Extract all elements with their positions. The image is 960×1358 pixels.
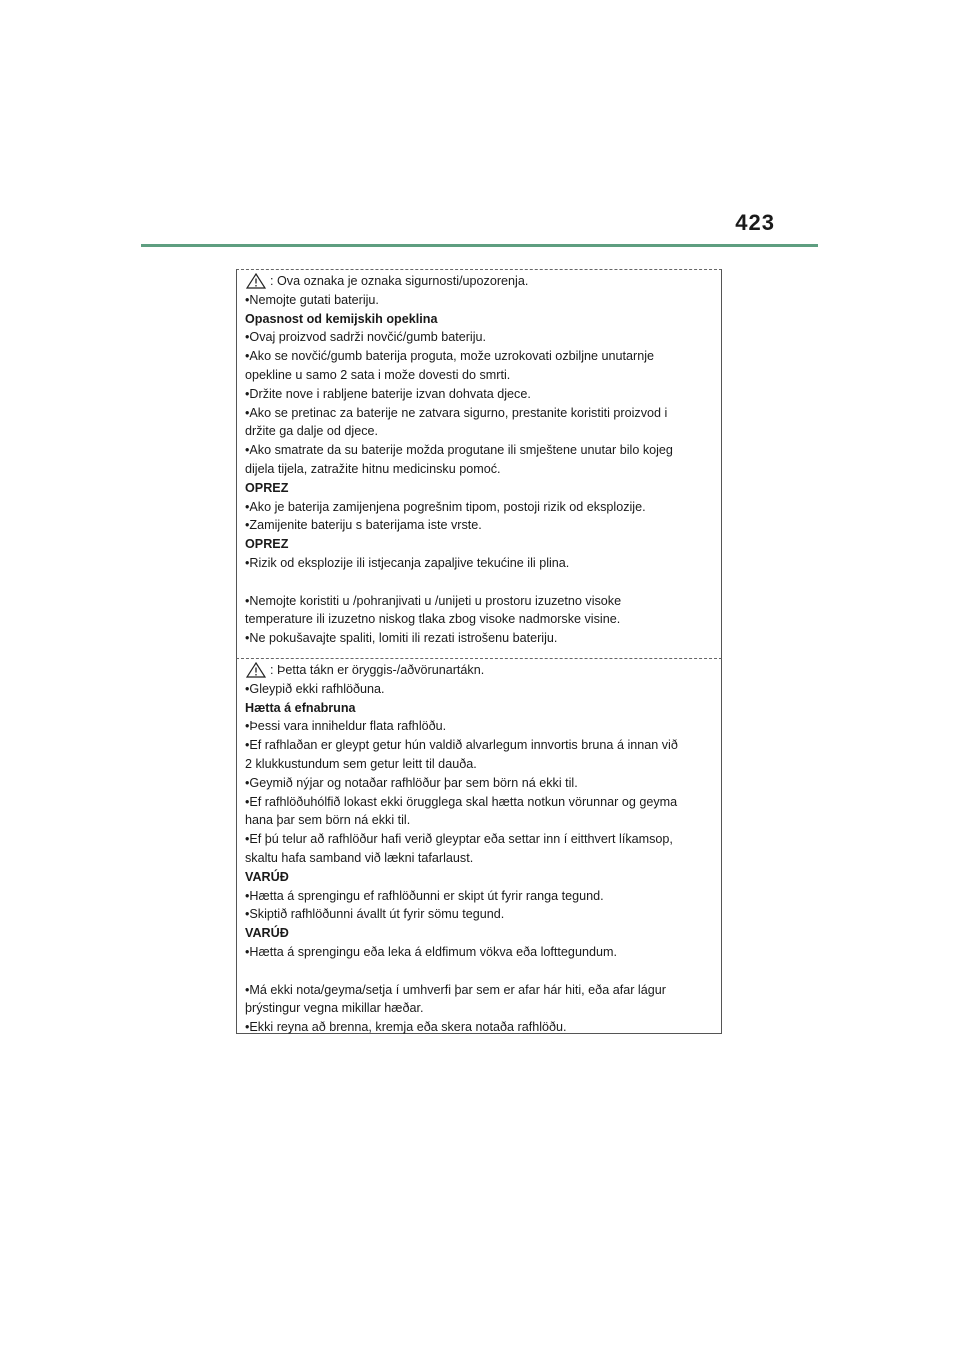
section-heading: Opasnost od kemijskih opeklina <box>245 311 438 326</box>
text-line: •Geymið nýjar og notaðar rafhlöður þar sem börn ná ekki til. <box>245 775 578 790</box>
text-line: •Hætta á sprengingu eða leka á eldfimum vökva eða lofttegundum. <box>245 944 617 959</box>
text-line: •Nemojte gutati bateriju. <box>245 292 379 307</box>
section-lines <box>245 291 721 648</box>
text-line: •Ako se novčić/gumb baterija proguta, može uzrokovati ozbiljne unutarnje <box>245 349 655 364</box>
text-line: •Ako smatrate da su baterije možda progutane ili smještene unutar bilo kojeg <box>245 443 673 458</box>
section-lines <box>245 680 721 1037</box>
text-line: hana þar sem börn ná ekki til. <box>245 813 411 828</box>
section-heading: OPREZ <box>245 480 289 495</box>
section-heading: OPREZ <box>245 537 289 552</box>
blank-line <box>245 573 721 592</box>
text-line: þrýstingur vegna mikillar hæðar. <box>245 1001 424 1016</box>
text-line: •Ako se pretinac za baterije ne zatvara sigurno, prestanite koristiti proizvod i <box>245 405 668 420</box>
text-line: •Ovaj proizvod sadrži novčić/gumb bateriju. <box>245 330 486 345</box>
warning-triangle-icon <box>246 662 266 678</box>
text-line: •Nemojte koristiti u /pohranjivati u /unijeti u prostoru izuzetno visoke <box>245 593 622 608</box>
text-line: •Gleypið ekki rafhlöðuna. <box>245 681 385 696</box>
warning-triangle-icon <box>246 273 266 289</box>
warning-symbol-text: : Ova oznaka je oznaka sigurnosti/upozorenja. <box>270 274 529 288</box>
warning-section-croatian <box>236 269 722 658</box>
text-line: •Zamijenite bateriju s baterijama iste vrste. <box>245 518 482 533</box>
text-line: •Držite nove i rabljene baterije izvan dohvata djece. <box>245 386 531 401</box>
text-line: •Hætta á sprengingu ef rafhlöðunni er skipt út fyrir ranga tegund. <box>245 888 604 903</box>
text-line: •Ef rafhlaðan er gleypt getur hún valdið alvarlegum innvortis bruna á innan við <box>245 738 678 753</box>
text-line: temperature ili izuzetno niskog tlaka zbog visoke nadmorske visine. <box>245 612 621 627</box>
warning-symbol-line <box>245 661 721 680</box>
text-line: skaltu hafa samband við lækni tafarlaust. <box>245 850 474 865</box>
text-line: •Rizik od eksplozije ili istjecanja zapaljive tekućine ili plina. <box>245 555 570 570</box>
text-line: dijela tijela, zatražite hitnu medicinsku pomoć. <box>245 461 501 476</box>
text-line: •Skiptið rafhlöðunni ávallt út fyrir sömu tegund. <box>245 907 505 922</box>
section-heading: VARÚÐ <box>245 869 289 884</box>
text-line: •Ef þú telur að rafhlöður hafi verið gleyptar eða settar inn í eitthvert líkamsop, <box>245 832 673 847</box>
text-line: •Ef rafhlöðuhólfið lokast ekki örugglega skal hætta notkun vörunnar og geyma <box>245 794 678 809</box>
header-rule <box>141 244 818 247</box>
battery-warning-box <box>236 269 722 1034</box>
section-heading: VARÚÐ <box>245 926 289 941</box>
text-line: •Ekki reyna að brenna, kremja eða skera notaða rafhlöðu. <box>245 1020 567 1035</box>
section-heading: Hætta á efnabruna <box>245 700 356 715</box>
warning-symbol-line <box>245 272 721 291</box>
text-line: •Má ekki nota/geyma/setja í umhverfi þar sem er afar hár hiti, eða afar lágur <box>245 982 666 997</box>
text-line: držite ga dalje od djece. <box>245 424 379 439</box>
text-line: opekline u samo 2 sata i može dovesti do smrti. <box>245 367 511 382</box>
text-line: •Ne pokušavajte spaliti, lomiti ili rezati istrošenu bateriju. <box>245 631 558 646</box>
blank-line <box>245 962 721 981</box>
warning-section-icelandic <box>236 658 722 1034</box>
text-line: •Ako je baterija zamijenjena pogrešnim tipom, postoji rizik od eksplozije. <box>245 499 646 514</box>
text-line: 2 klukkustundum sem getur leitt til dauða. <box>245 756 477 771</box>
page-number: 423 <box>735 210 775 235</box>
warning-symbol-text: : Þetta tákn er öryggis-/aðvörunartákn. <box>270 663 485 677</box>
text-line: •Þessi vara inniheldur flata rafhlöðu. <box>245 719 447 734</box>
